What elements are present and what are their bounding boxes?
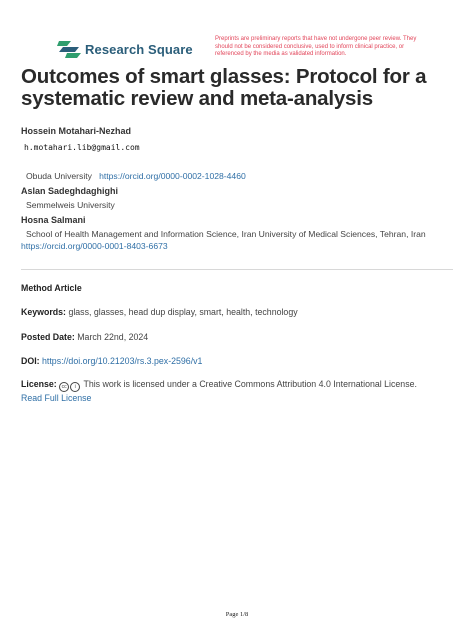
read-full-license-link[interactable]: Read Full License	[21, 393, 92, 403]
author-email[interactable]: h.motahari.lib@gmail.com	[24, 143, 140, 152]
author-name: Aslan Sadeghdaghighi	[21, 186, 119, 196]
paper-title: Outcomes of smart glasses: Protocol for a systematic review and meta-analysis	[21, 65, 427, 110]
posted-date-label: Posted Date:	[21, 332, 75, 342]
license-label: License:	[21, 379, 57, 389]
keywords	[21, 306, 461, 319]
article-type	[21, 282, 461, 295]
separator	[21, 269, 453, 270]
preprint-disclaimer: Preprints are preliminary reports that have not undergone peer review. They should not be considered conclusive, used to inform clinical practice, or referenced by the media as validated information.	[215, 36, 417, 58]
keywords-label: Keywords:	[21, 307, 66, 317]
orcid-link[interactable]: https://orcid.org/0000-0002-1028-4460	[99, 171, 246, 181]
research-square-logo-icon	[57, 39, 81, 59]
cc-icon: cc	[59, 382, 69, 392]
affiliation-text: School of Health Management and Information Science, Iran University of Medical Sciences, Tehran, Iran	[26, 229, 426, 239]
author-affiliation	[21, 228, 461, 252]
doi	[21, 355, 461, 368]
logo-text: Research Square	[85, 41, 193, 57]
research-square-logo[interactable]	[57, 39, 193, 59]
author-affiliation	[26, 170, 466, 182]
page-number: Page 1/8	[225, 611, 249, 618]
doi-label: DOI:	[21, 356, 40, 366]
posted-date-value: March 22nd, 2024	[77, 332, 149, 342]
doi-link[interactable]: https://doi.org/10.21203/rs.3.pex-2596/v1	[42, 356, 203, 366]
article-type-label: Method Article	[21, 283, 82, 293]
orcid-link[interactable]: https://orcid.org/0000-0001-8403-6673	[21, 241, 168, 252]
posted-date	[21, 331, 461, 344]
affiliation-text: Obuda University	[26, 171, 92, 181]
keywords-value: glass, glasses, head dup display, smart, health, technology	[68, 307, 298, 317]
author-affiliation: Semmelweis University	[26, 200, 115, 210]
author-name: Hosna Salmani	[21, 215, 86, 225]
author-name: Hossein Motahari-Nezhad	[21, 126, 132, 136]
license-text: This work is licensed under a Creative Commons Attribution 4.0 International License.	[83, 379, 417, 389]
by-icon: i	[70, 382, 80, 392]
license	[21, 378, 461, 405]
